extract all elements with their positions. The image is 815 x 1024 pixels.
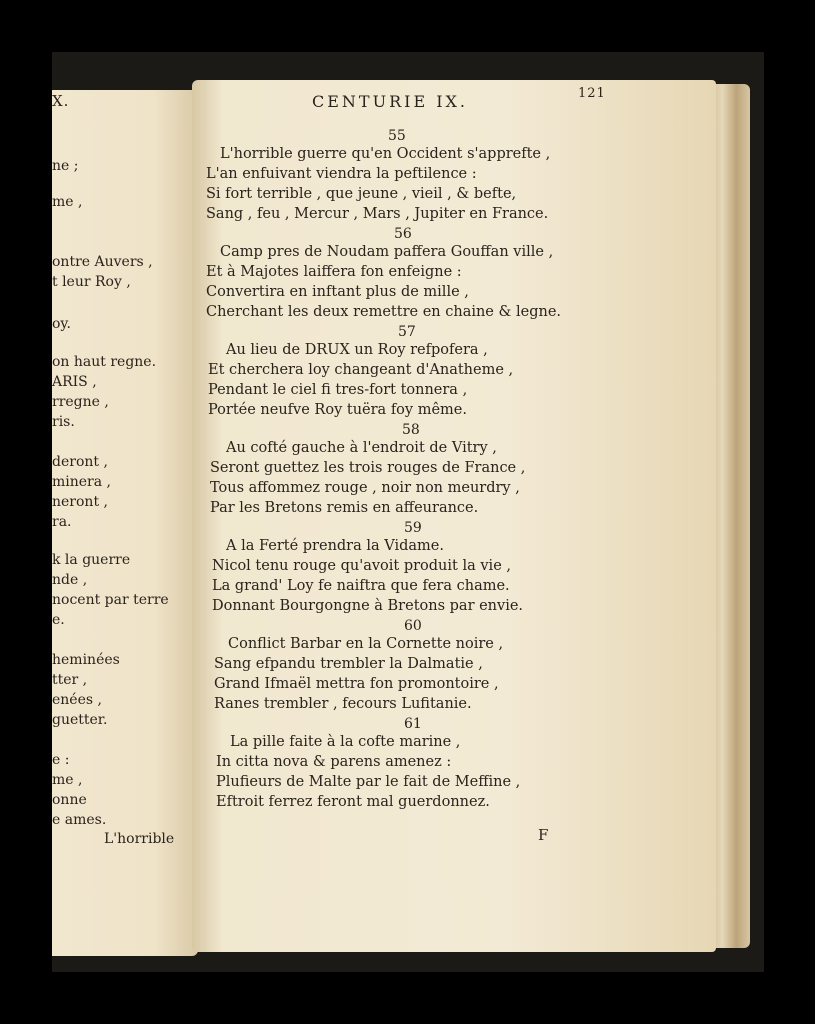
left-line: onne: [52, 792, 87, 808]
left-line: minera ,: [52, 474, 111, 490]
verse-line: Plufieurs de Malte par le fait de Meffine ,: [216, 774, 521, 790]
quatrain-number: 55: [388, 128, 406, 144]
left-line: ra.: [52, 514, 72, 530]
left-line: e ames.: [52, 812, 107, 828]
left-line: on haut regne.: [52, 354, 157, 370]
verse-line: La grand' Loy fe naiftra que fera chame.: [212, 578, 510, 594]
verse-line: Eftroit ferrez feront mal guerdonnez.: [216, 794, 490, 810]
verse-line: L'horrible guerre qu'en Occident s'apprefte ,: [220, 146, 551, 162]
verse-line: Ranes trembler , fecours Lufitanie.: [214, 696, 472, 712]
verse-line: Tous affommez rouge , noir non meurdry ,: [210, 480, 520, 496]
left-line: me ,: [52, 194, 83, 210]
left-line: nde ,: [52, 572, 88, 588]
page-number: 121: [578, 86, 606, 101]
verse-line: Si fort terrible , que jeune , vieil , & befte,: [206, 186, 517, 202]
page-title: CENTURIE IX.: [312, 92, 469, 111]
verse-line: Portée neufve Roy tuëra foy même.: [208, 402, 467, 418]
left-line: ARIS ,: [52, 374, 97, 390]
verse-line: A la Ferté prendra la Vidame.: [226, 538, 444, 554]
verse-line: Conflict Barbar en la Cornette noire ,: [228, 636, 504, 652]
left-catchword: L'horrible: [104, 831, 175, 847]
signature-mark: F: [538, 826, 549, 844]
verse-line: Cherchant les deux remettre en chaine & legne.: [206, 304, 562, 320]
verse-line: Sang , feu , Mercur , Mars , Jupiter en France.: [206, 206, 549, 222]
right-page: [192, 80, 716, 952]
left-line: tter ,: [52, 672, 88, 688]
left-line: oy.: [52, 316, 71, 332]
verse-line: Nicol tenu rouge qu'avoit produit la vie ,: [212, 558, 511, 574]
left-line: k la guerre: [52, 552, 131, 568]
left-line: ris.: [52, 414, 75, 430]
verse-line: Camp pres de Noudam paffera Gouffan ville ,: [220, 244, 554, 260]
verse-line: Par les Bretons remis en affeurance.: [210, 500, 479, 516]
left-running-head: X.: [52, 92, 70, 110]
verse-line: Convertira en inftant plus de mille ,: [206, 284, 469, 300]
book-scan: [52, 52, 764, 972]
left-line: enées ,: [52, 692, 102, 708]
quatrain-number: 58: [402, 422, 420, 438]
quatrain-number: 61: [404, 716, 422, 732]
verse-line: Grand Ifmaël mettra fon promontoire ,: [214, 676, 499, 692]
verse-line: Donnant Bourgongne à Bretons par envie.: [212, 598, 524, 614]
quatrain-number: 56: [394, 226, 412, 242]
quatrain-number: 59: [404, 520, 422, 536]
quatrain-number: 57: [398, 324, 416, 340]
verse-line: In citta nova & parens amenez :: [216, 754, 452, 770]
left-line: t leur Roy ,: [52, 274, 131, 290]
left-line: me ,: [52, 772, 83, 788]
left-line: deront ,: [52, 454, 108, 470]
verse-line: Pendant le ciel fi tres-fort tonnera ,: [208, 382, 468, 398]
left-line: e :: [52, 752, 70, 768]
verse-line: L'an enfuivant viendra la peftilence :: [206, 166, 477, 182]
verse-line: Et à Majotes laiffera fon enfeigne :: [206, 264, 462, 280]
left-line: nocent par terre: [52, 592, 169, 608]
verse-line: La pille faite à la cofte marine ,: [230, 734, 461, 750]
verse-line: Sang efpandu trembler la Dalmatie ,: [214, 656, 483, 672]
left-line: e.: [52, 612, 65, 628]
verse-line: Seront guettez les trois rouges de France ,: [210, 460, 526, 476]
left-line: ontre Auvers ,: [52, 254, 153, 270]
verse-line: Et cherchera loy changeant d'Anatheme ,: [208, 362, 514, 378]
left-line: neront ,: [52, 494, 108, 510]
left-line: rregne ,: [52, 394, 109, 410]
verse-line: Au cofté gauche à l'endroit de Vitry ,: [226, 440, 497, 456]
verse-line: Au lieu de DRUX un Roy refpofera ,: [226, 342, 488, 358]
quatrain-number: 60: [404, 618, 422, 634]
left-line: heminées: [52, 652, 120, 668]
left-page: [52, 90, 198, 956]
left-line: guetter.: [52, 712, 108, 728]
left-line: ne ;: [52, 158, 79, 174]
